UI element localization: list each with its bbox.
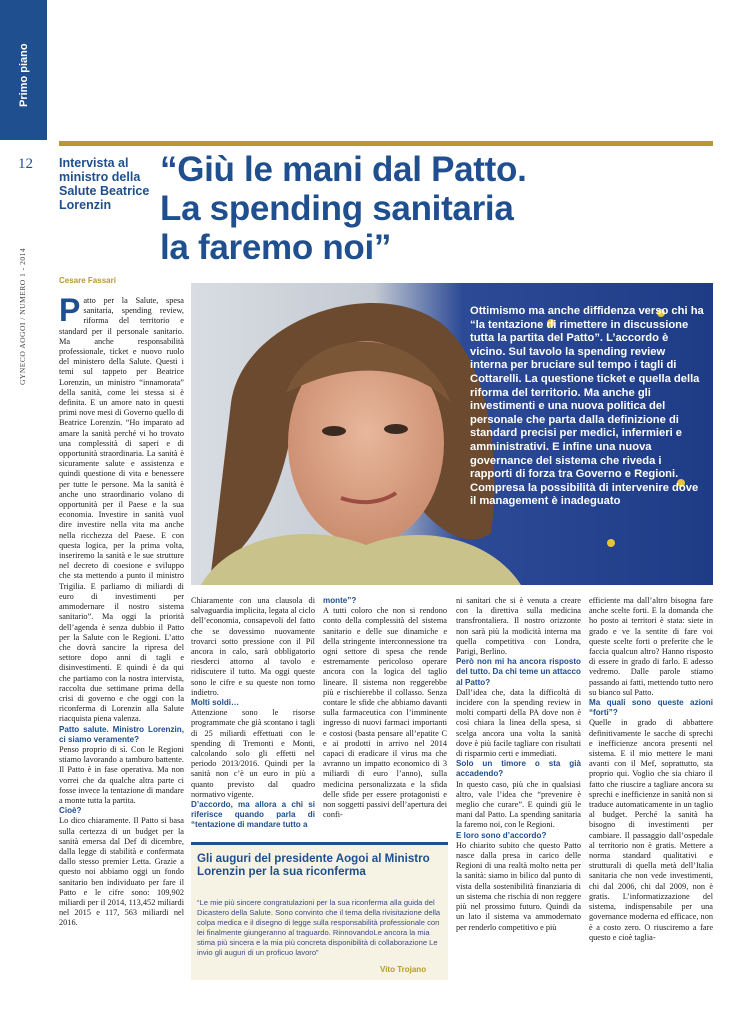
paragraph: A tutti coloro che non si rendono conto della complessità del sistema sanitario e delle sue dinamiche e della stringente interconnessione tra ogni settore di spesa che rende estremamente pericoloso operare ancora con la logica del taglio lineare. Il sistema non reggerebbe più e rischierebbe il collasso. Senza contare le sfide che abbiamo davanti sulla farmaceutica con l’imminente ingresso di nuovi farmaci importanti e costosi (basta pensare all’epatite C e ai prodotti in arrivo nel 2014 capaci di eradicare il virus ma che avranno un impatto economico di 3 miliardi di euro l’anno), sulla medicina personalizzata e la sfida delle sfide per essere protagonisti e non soggetti passivi dell’apertura dei confi- xyxy=(323,606,447,820)
headline xyxy=(160,150,720,267)
paragraph: Penso proprio di sì. Con le Regioni stiamo lavorando a tamburo battente. Il Patto è in fase operativa. Ma non vorrei che da qualche altra parte ci fosse invece la tentazione di mandare a monte tutta la partita. xyxy=(59,744,184,805)
paragraph: ni sanitari che si è venuta a creare con la direttiva sulla medicina transfrontaliera. Il nostro orizzonte non sarà più la modicità interna ma quella competitiva con Londra, Parigi, Berlino. xyxy=(456,596,581,657)
question: Però non mi ha ancora risposto del tutto. Da chi teme un attacco al Patto? xyxy=(456,657,581,687)
question: Ma quali sono queste azioni “forti”? xyxy=(589,698,713,718)
article-column-4 xyxy=(456,596,581,933)
article-column-1 xyxy=(59,292,184,929)
question: D’accordo, ma allora a chi si riferisce quando parla di “tentazione di mandare tutto a xyxy=(191,800,315,830)
question: Patto salute. Ministro Lorenzin, ci siamo veramente? xyxy=(59,724,184,744)
paragraph: efficiente ma dall’altro bisogna fare anche scelte forti. E la domanda che ho posto ai territori è stata: siete in grado e ve la sentite di fare voi queste scelte forti o preferite che le faccia qualcun altro? Hanno risposto di essere in grado di farlo. E adesso vedremo. Dalle parole stiamo passando ai fatti, mettendo tutto nero su bianco sul Patto. xyxy=(589,596,713,697)
drop-cap: P xyxy=(59,292,81,328)
section-label: Primo piano xyxy=(18,43,30,107)
journal-running-head: GYNECO AOGOI / NUMERO 1 - 2014 xyxy=(18,247,27,385)
box-title: Gli auguri del presidente Aogoi al Ministro Lorenzin per la sua riconferma xyxy=(197,852,430,878)
paragraph: In questo caso, più che in qualsiasi altro, vale l’idea che “prevenire è meglio che curare”. E quindi giù le mani dal Patto. La spending sanitaria la faremo noi, con le Regioni. xyxy=(456,779,581,830)
paragraph: Quelle in grado di abbattere definitivamente le sacche di sprechi e inefficienze ancora presenti nel sistema. E il mio mettere le mani avanti con il Mef, soprattutto, sta proprio qui. Voglio che sia chiaro il fatto che riuscire a tagliare ancora su sprechi e inefficienze in sanità non si traduce automaticamente in un taglio al budget. Perché la sanità ha bisogno di investimenti per cambiare. Il passaggio dall’ospedale al territorio non è gratis. Mettere a norma standard qualitativi e strutturali di quella metà dell’Italia sanitaria che non vede investimenti, chi dal 2006, chi dal 2009, non è gratis. L’informatizzazione del sistema, indispensabile per una governance moderna ed efficace, non è a costo zero. O riusciremo a fare questo e cioè taglia- xyxy=(589,718,714,942)
paragraph: Lo dico chiaramente. Il Patto si basa sulla certezza di un budget per la sanità emersa dal Def di dicembre, dalla legge di stabilità e confermata dallo stesso premier Letta. Grazie a questo noi abbiamo oggi un fondo sanitario ben individuato per fare il Patto e le cifre sono: 109,902 miliardi per il 2014, 113,452 miliardi nel 2015 e 117, 563 miliardi nel 2016. xyxy=(59,816,184,928)
article-column-3 xyxy=(323,596,447,820)
headline-line: La spending sanitaria xyxy=(160,189,514,228)
question: Molti soldi… xyxy=(191,698,240,708)
paragraph: Chiaramente con una clausola di salvaguardia implicita, legata al ciclo dell’economia, consapevoli del fatto che se dovessimo nuovamente trovarci sotto pressione con il Pil ancora in calo, sarà obbligatorio riesderci attorno al tavolo e ridiscutere il tutto. Ma oggi queste sono le cifre e su queste non torno indietro. xyxy=(191,596,315,697)
question: Solo un timore o sta già accadendo? xyxy=(456,759,581,779)
author-byline: Cesare Fassari xyxy=(59,276,116,285)
article-column-2 xyxy=(191,596,315,831)
paragraph: Dall’idea che, data la difficoltà di incidere con la spending review in molti comparti della PA dove non è così chiara la linea della spesa, si scelga ancora una volta la sanità dove è più facile tagliare con risultati di risparmio certi e immediati. xyxy=(456,687,581,759)
paragraph: Attenzione sono le risorse programmate che già scontano i tagli di 25 miliardi effettuati con le spending di Tremonti e Monti, calcolando solo gli effetti nel periodo 2013/2016. Quindi per la sanità non c’è un euro in più a quanto previsto dal quadro normativo vigente. xyxy=(191,708,315,799)
paragraph: Ho chiarito subito che questo Patto nasce dalla presa in carico delle Regioni di una realtà molto netta per la sanità: siamo in bilico dal punto di vista della sostenibilità finanziaria di un sistema che rischia di non reggere più nel prossimo futuro. Quindi da un lato il sistema va ammodernato per renderlo competitivo e più xyxy=(456,840,581,932)
photo-overlay-summary: Ottimismo ma anche diffidenza verso chi ha “la tentazione di rimettere in discussione tutta la partita del Patto”. L’accordo è vicino. Sul tavolo la spending review interna per bruciare sul tempo i tagli di Cottarelli. La questione ticket e quella della riforma del territorio. Ma anche gli investimenti e una nuova politica del personale che parta dalla definizione di standard precisi per medici, infermieri e amministrativi. E infine una nuova governance del sistema che riveda i rapporti di forza tra Governo e Regioni. Compresa la possibilità di intervenire dove il management è inadeguato xyxy=(470,305,704,508)
article-column-5 xyxy=(589,596,713,943)
paragraph: atto per la Salute, spesa sanitaria, spending review, riforma del territorio e standard per il personale sanitario. Ma anche responsabilità professionale, ticket e nuovo ruolo del ministero della Salute. Questi i temi sul tappeto per Beatrice Lorenzin, un ministro “innamorata” della sanità, come lei stessa si è definita. E un amore nato in questi primi nove mesi di Governo quello di Beatrice Lorenzin. “Ho imparato ad amare la sanità perché vi ho trovato una complessità di saperi e di opportunità straordinaria. La sanità è sicuramente salute e assistenza e quindi questione di vita e benessere per tutte le persone. Ma la sanità è anche uno straordinario volano di opportunità per il Paese e la sua economia. Investire in sanità vuol dire investire nella vita ma anche nella ricchezza del Paese. E con questa logica, per la prima volta, inseriremo la sanità e le sue strutture nel decreto di coesione e sviluppo che sta mettendo a punto il ministro Trigilia. E parliamo di miliardi di euro di investimenti per ammodernare il nostro sistema sanitario”. Ma oggi la priorità dell’agenda è senza dubbio il Patto per la Salute con le Regioni. L’atto che dovrà sancire la ripresa del settore dopo anni di tagli e disinvestimenti. E quindi è da qui che partiamo con la nostra intervista, raccolta due settimane prima della crisi di governo e che oggi con la riconferma di Lorenzin alla Salute riacquista piena valenza. xyxy=(59,296,184,724)
kicker: Intervista al ministro della Salute Beatrice Lorenzin xyxy=(59,156,150,212)
headline-line: “Giù le mani dal Patto. xyxy=(160,150,527,189)
page-number: 12 xyxy=(18,156,33,172)
box-top-rule xyxy=(191,842,448,845)
question: Cioè? xyxy=(59,806,82,816)
box-signature: Vito Trojano xyxy=(380,965,427,974)
box-quote: “Le mie più sincere congratulazioni per la sua riconferma alla guida del Dicastero della Salute. Sono convinto che il tema della rivisitazione della colpa medica e il disegno di legge sulla responsabilità professionale con lei finalmente giungeranno al traguardo. RinnovandoLe ancora la mia stima più sincera e la mia più concreta disponibilità di collaborazione Le invio gli auguri di un proficuo lavoro” xyxy=(197,898,441,957)
top-rule xyxy=(59,141,713,146)
headline-line: la faremo noi” xyxy=(160,228,392,267)
question: monte”? xyxy=(323,596,357,605)
question: E loro sono d’accordo? xyxy=(456,830,547,840)
